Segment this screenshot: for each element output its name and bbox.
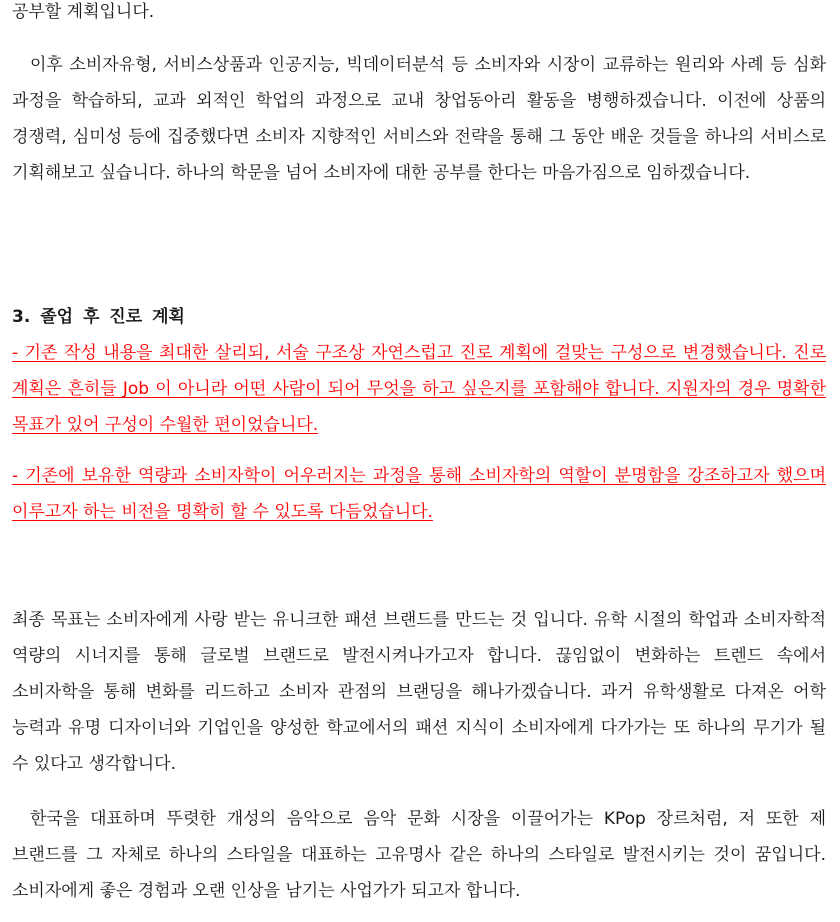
paragraph-final-goal: 최종 목표는 소비자에게 사랑 받는 유니크한 패션 브랜드를 만드는 것 입니다. 유학 시절의 학업과 소비자학적 역량의 시너지를 통해 글로벌 브랜드로 발전시켜나가고자 합니다. 끊임없이 변화하는 트렌드 속에서 소비자학을 통해 변화를 리드하고 소비자 관점의 브랜딩을 해나가겠습니다. 과거 유학생활로 다져온 어학 능력과 유명 디자이너와 기업인을 양성한 학교에서의 패션 지식이 소비자에게 다가가는 또 하나의 무기가 될 수 있다고 생각합니다.	[12, 610, 826, 774]
paragraph-continued: 공부할 계획입니다.	[12, 2, 155, 22]
editor-note-structure: - 기존 작성 내용을 최대한 살리되, 서술 구조상 자연스럽고 진로 계획에 걸맞는 구성으로 변경했습니다. 진로 계획은 흔히들 Job 이 아니라 어떤 사람이 되어 무엇을 하고 싶은지를 포함해야 합니다. 지원자의 경우 명확한 목표가 있어 구성이 수월한 편이었습니다.	[12, 343, 826, 435]
paragraph-dream: 한국을 대표하며 뚜렷한 개성의 음악으로 음악 문화 시장을 이끌어가는 KPop 장르처럼, 저 또한 제 브랜드를 그 자체로 하나의 스타일을 대표하는 고유명사 같은 하나의 스타일로 발전시키는 것이 꿈입니다. 소비자에게 좋은 경험과 오랜 인상을 남기는 사업가가 되고자 합니다.	[12, 809, 826, 901]
section-heading-career-plan: 3. 졸업 후 진로 계획	[12, 307, 185, 327]
paragraph-study-plan: 이후 소비자유형, 서비스상품과 인공지능, 빅데이터분석 등 소비자와 시장이 교류하는 원리와 사례 등 심화 과정을 학습하되, 교과 외적인 학업의 과정으로 교내 창업동아리 활동을 병행하겠습니다. 이전에 상품의 경쟁력, 심미성 등에 집중했다면 소비자 지향적인 서비스와 전략을 통해 그 동안 배운 것들을 하나의 서비스로 기획해보고 싶습니다. 하나의 학문을 넘어 소비자에 대한 공부를 한다는 마음가짐으로 임하겠습니다.	[12, 55, 826, 183]
editor-note-vision: - 기존에 보유한 역량과 소비자학이 어우러지는 과정을 통해 소비자학의 역할이 분명함을 강조하고자 했으며 이루고자 하는 비전을 명확히 할 수 있도록 다듬었습니다.	[12, 466, 826, 522]
